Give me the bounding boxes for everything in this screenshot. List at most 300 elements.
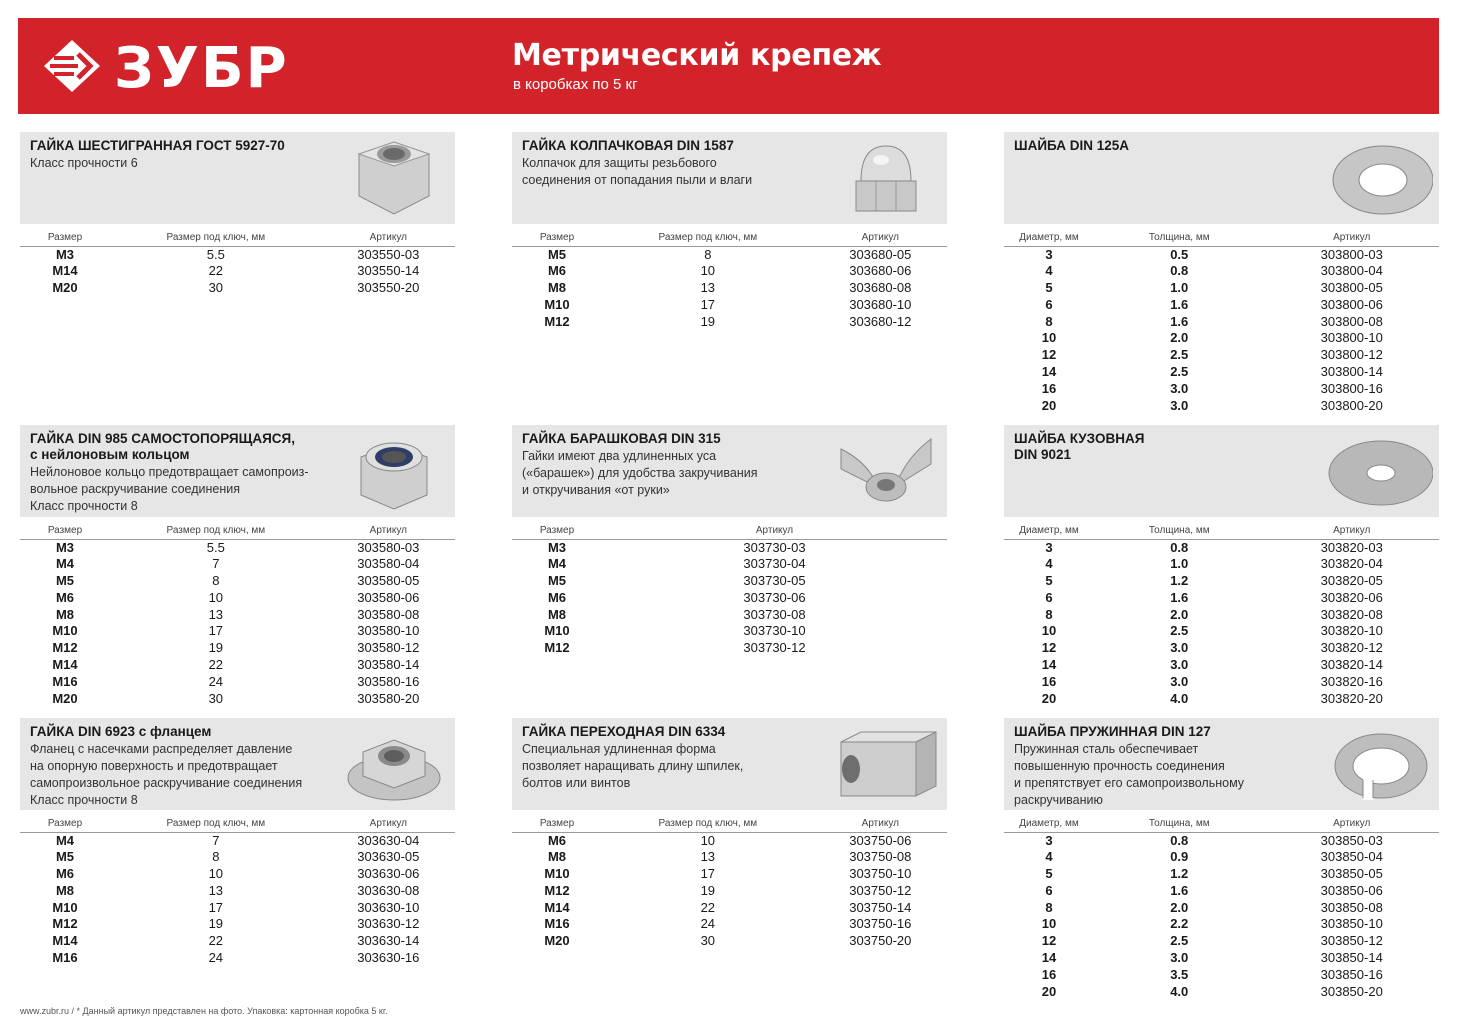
column-header: Размер под ключ, мм: [110, 224, 322, 246]
column-header: Размер: [20, 810, 110, 832]
table-cell: M14: [52, 263, 78, 279]
card-description: Фланец с насечками распределяет давление на опорную поверхность и предотвращает самопроизвольное раскручивание соединения Класс прочности 8: [30, 742, 303, 807]
table-cell: M10: [52, 623, 78, 639]
table-row: [20, 883, 455, 900]
table-cell: 6: [1045, 296, 1053, 312]
table-cell: 303820-14: [1320, 657, 1383, 673]
table-cell: 4: [1045, 556, 1053, 572]
column-header: Размер под ключ, мм: [110, 517, 322, 539]
table-cell: 30: [700, 933, 716, 949]
table-cell: 24: [700, 916, 716, 932]
table-row: [1004, 330, 1439, 347]
table-cell: 303850-05: [1320, 866, 1383, 882]
product-card-wing-nut: [512, 425, 947, 657]
table-row: [1004, 314, 1439, 331]
table-cell: 4: [1045, 263, 1053, 279]
column-header: Размер под ключ, мм: [602, 224, 814, 246]
table-cell: 8: [704, 246, 712, 262]
spec-table: [512, 810, 947, 950]
table-cell: 303800-08: [1320, 313, 1383, 329]
table-cell: 303680-12: [849, 313, 912, 329]
table-cell: 3.0: [1170, 380, 1189, 396]
table-cell: M14: [544, 899, 570, 915]
table-row: [20, 691, 455, 708]
table-cell: 303580-05: [357, 573, 420, 589]
column-header: Размер: [20, 517, 110, 539]
table-cell: 12: [1041, 933, 1057, 949]
table-cell: 6: [1045, 589, 1053, 605]
table-cell: 303750-06: [849, 832, 912, 848]
spec-table: [1004, 517, 1439, 707]
table-cell: 16: [1041, 380, 1057, 396]
table-row: [512, 916, 947, 933]
table-cell: 303580-20: [357, 690, 420, 706]
column-header: Артикул: [814, 810, 947, 832]
column-header: Диаметр, мм: [1004, 224, 1094, 246]
card-header: [512, 425, 947, 517]
table-cell: 303820-05: [1320, 573, 1383, 589]
table-cell: 3.0: [1170, 397, 1189, 413]
column-header: Диаметр, мм: [1004, 517, 1094, 539]
table-row: [20, 623, 455, 640]
card-header: [512, 718, 947, 810]
table-row: [512, 539, 947, 556]
table-row: [1004, 607, 1439, 624]
table-cell: 3.0: [1170, 950, 1189, 966]
table-cell: 10: [1041, 330, 1057, 346]
table-cell: 303580-10: [357, 623, 420, 639]
table-cell: 303630-04: [357, 832, 420, 848]
table-row: [512, 900, 947, 917]
table-row: [1004, 297, 1439, 314]
table-cell: 303850-06: [1320, 882, 1383, 898]
table-cell: 5.5: [206, 539, 225, 555]
column-header: Толщина, мм: [1094, 517, 1264, 539]
table-cell: 303800-14: [1320, 364, 1383, 380]
footer-site-link[interactable]: www.zubr.ru: [20, 1006, 70, 1016]
cap-nut-icon: [831, 136, 941, 220]
table-cell: M5: [547, 573, 567, 589]
table-row: [20, 573, 455, 590]
column-header: Размер: [512, 224, 602, 246]
table-cell: 20: [1041, 983, 1057, 999]
table-cell: 303850-14: [1320, 950, 1383, 966]
column-header: Артикул: [322, 810, 455, 832]
card-header: [1004, 132, 1439, 224]
table-row: [20, 900, 455, 917]
table-row: [20, 866, 455, 883]
card-description: Колпачок для защиты резьбового соединения от попадания пыли и влаги: [522, 156, 753, 187]
table-row: [20, 674, 455, 691]
table-cell: 303820-12: [1320, 640, 1383, 656]
table-row: [1004, 933, 1439, 950]
product-card-spring-washer: [1004, 718, 1439, 1000]
table-row: [512, 246, 947, 263]
table-cell: 10: [1041, 916, 1057, 932]
table-cell: 5: [1045, 280, 1053, 296]
card-description: Нейлоновое кольцо предотвращает самопроиз- вольное раскручивание соединения Класс прочности 8: [30, 465, 309, 513]
table-row: [512, 297, 947, 314]
table-cell: 22: [208, 933, 224, 949]
table-cell: 2.5: [1170, 364, 1189, 380]
table-row: [20, 590, 455, 607]
product-card-hex-nut: [20, 132, 455, 297]
table-cell: 10: [700, 832, 716, 848]
table-cell: 303850-12: [1320, 933, 1383, 949]
table-cell: M4: [55, 556, 75, 572]
table-row: [512, 883, 947, 900]
table-cell: 10: [208, 866, 224, 882]
nylon-lock-nut-icon: [339, 429, 449, 513]
table-cell: 303580-14: [357, 657, 420, 673]
table-cell: 2.0: [1170, 330, 1189, 346]
table-cell: 303800-06: [1320, 296, 1383, 312]
table-row: [1004, 263, 1439, 280]
spec-table: [512, 224, 947, 330]
page-subtitle: в коробках по 5 кг: [513, 76, 638, 93]
table-cell: 1.2: [1170, 866, 1189, 882]
table-cell: M8: [547, 849, 567, 865]
table-row: [20, 280, 455, 297]
table-cell: 4: [1045, 849, 1053, 865]
table-row: [1004, 849, 1439, 866]
table-cell: 303820-16: [1320, 673, 1383, 689]
card-header: [20, 425, 455, 517]
table-cell: 303680-08: [849, 280, 912, 296]
table-cell: 20: [1041, 397, 1057, 413]
table-cell: 0.9: [1170, 849, 1189, 865]
card-header: [1004, 718, 1439, 810]
table-cell: 303730-06: [743, 589, 806, 605]
table-cell: 1.6: [1170, 589, 1189, 605]
table-cell: 3.0: [1170, 640, 1189, 656]
table-cell: 303750-12: [849, 882, 912, 898]
table-row: [20, 246, 455, 263]
svg-text:ЗУБР: ЗУБР: [114, 38, 289, 94]
column-header: Толщина, мм: [1094, 810, 1264, 832]
table-cell: 7: [212, 832, 220, 848]
spec-table: [20, 810, 455, 967]
table-cell: 303630-05: [357, 849, 420, 865]
table-cell: 24: [208, 950, 224, 966]
table-cell: 0.8: [1170, 539, 1189, 555]
table-cell: 303630-10: [357, 899, 420, 915]
table-cell: 303750-08: [849, 849, 912, 865]
table-cell: 3: [1045, 539, 1053, 555]
table-cell: 2.0: [1170, 606, 1189, 622]
table-row: [1004, 691, 1439, 708]
table-cell: 303630-14: [357, 933, 420, 949]
card-description: Гайки имеют два удлиненных уса («барашек») для удобства закручивания и откручивания «от руки»: [522, 449, 758, 497]
table-cell: 5: [1045, 573, 1053, 589]
table-cell: 303850-20: [1320, 983, 1383, 999]
table-row: [1004, 916, 1439, 933]
spec-table: [20, 224, 455, 297]
table-cell: M5: [55, 849, 75, 865]
spec-table: [512, 517, 947, 657]
table-cell: 10: [208, 589, 224, 605]
product-card-flange-nut: [20, 718, 455, 967]
table-cell: 8: [212, 573, 220, 589]
table-row: [1004, 623, 1439, 640]
table-cell: M14: [52, 657, 78, 673]
table-cell: 22: [700, 899, 716, 915]
table-cell: 303550-20: [357, 280, 420, 296]
table-cell: 303630-06: [357, 866, 420, 882]
table-row: [512, 314, 947, 331]
table-cell: 3: [1045, 246, 1053, 262]
table-cell: 303850-04: [1320, 849, 1383, 865]
table-cell: 3.5: [1170, 966, 1189, 982]
table-cell: 5.5: [206, 246, 225, 262]
table-row: [1004, 280, 1439, 297]
table-row: [512, 849, 947, 866]
table-cell: 8: [1045, 313, 1053, 329]
wing-nut-icon: [831, 429, 941, 513]
table-cell: 30: [208, 280, 224, 296]
table-cell: M10: [544, 866, 570, 882]
hex-nut-icon: [339, 136, 449, 220]
table-row: [20, 849, 455, 866]
table-cell: 1.2: [1170, 573, 1189, 589]
table-cell: M12: [52, 640, 78, 656]
table-cell: M3: [547, 539, 567, 555]
column-header: Размер под ключ, мм: [602, 810, 814, 832]
table-row: [512, 607, 947, 624]
table-cell: M6: [55, 866, 75, 882]
table-row: [512, 280, 947, 297]
table-row: [20, 640, 455, 657]
table-cell: M8: [55, 606, 75, 622]
table-cell: 0.8: [1170, 263, 1189, 279]
table-cell: 303820-06: [1320, 589, 1383, 605]
table-cell: 303630-08: [357, 882, 420, 898]
table-row: [512, 263, 947, 280]
table-cell: 0.5: [1170, 246, 1189, 262]
table-cell: 303550-03: [357, 246, 420, 262]
table-row: [1004, 967, 1439, 984]
table-cell: 1.0: [1170, 556, 1189, 572]
table-cell: M12: [52, 916, 78, 932]
table-cell: 8: [1045, 899, 1053, 915]
table-cell: 303730-08: [743, 606, 806, 622]
table-cell: M12: [544, 640, 570, 656]
coupling-nut-icon: [831, 722, 941, 806]
column-header: Артикул: [1264, 810, 1439, 832]
card-title: ШАЙБА DIN 125A: [1014, 138, 1129, 153]
table-cell: M10: [52, 899, 78, 915]
table-cell: 1.6: [1170, 313, 1189, 329]
table-cell: 303820-04: [1320, 556, 1383, 572]
table-cell: 17: [700, 296, 716, 312]
table-cell: 4.0: [1170, 690, 1189, 706]
table-cell: M12: [544, 313, 570, 329]
table-cell: 303850-16: [1320, 966, 1383, 982]
table-cell: 1.0: [1170, 280, 1189, 296]
card-title: ШАЙБА КУЗОВНАЯ DIN 9021: [1014, 431, 1145, 462]
table-cell: 303730-12: [743, 640, 806, 656]
product-card-washer-125a: [1004, 132, 1439, 414]
table-cell: 303580-08: [357, 606, 420, 622]
table-cell: 303800-20: [1320, 397, 1383, 413]
table-cell: 1.6: [1170, 296, 1189, 312]
table-cell: M6: [547, 832, 567, 848]
table-cell: 303580-03: [357, 539, 420, 555]
table-row: [1004, 364, 1439, 381]
table-cell: 1.6: [1170, 882, 1189, 898]
table-row: [1004, 590, 1439, 607]
table-cell: 303680-10: [849, 296, 912, 312]
table-cell: 7: [212, 556, 220, 572]
table-cell: 303820-10: [1320, 623, 1383, 639]
table-cell: 6: [1045, 882, 1053, 898]
zubr-logo: [44, 38, 364, 94]
table-cell: 2.0: [1170, 899, 1189, 915]
table-row: [20, 916, 455, 933]
card-description: Пружинная сталь обеспечивает повышенную прочность соединения и препятствует его самопроизвольному раскручиванию: [1014, 742, 1245, 807]
table-cell: M12: [544, 882, 570, 898]
table-cell: 303800-16: [1320, 380, 1383, 396]
table-cell: 8: [212, 849, 220, 865]
table-cell: 303680-05: [849, 246, 912, 262]
table-cell: 19: [208, 916, 224, 932]
table-cell: M14: [52, 933, 78, 949]
table-cell: 24: [208, 673, 224, 689]
card-title: ГАЙКА ШЕСТИГРАННАЯ ГОСТ 5927-70: [30, 138, 285, 153]
table-cell: 13: [208, 882, 224, 898]
column-header: Артикул: [322, 224, 455, 246]
table-cell: 30: [208, 690, 224, 706]
table-cell: 303750-20: [849, 933, 912, 949]
flat-washer-icon: [1323, 136, 1433, 220]
table-cell: 303820-08: [1320, 606, 1383, 622]
table-cell: 19: [700, 313, 716, 329]
table-row: [1004, 398, 1439, 415]
table-cell: 303550-14: [357, 263, 420, 279]
flange-nut-icon: [339, 722, 449, 806]
table-cell: 14: [1041, 364, 1057, 380]
table-cell: 303750-16: [849, 916, 912, 932]
table-row: [1004, 381, 1439, 398]
table-cell: M8: [55, 882, 75, 898]
table-cell: 303800-12: [1320, 347, 1383, 363]
card-header: [512, 132, 947, 224]
table-row: [20, 950, 455, 967]
page-title: Метрический крепеж: [512, 38, 882, 73]
table-row: [1004, 640, 1439, 657]
table-cell: 303580-04: [357, 556, 420, 572]
table-row: [20, 607, 455, 624]
table-cell: 20: [1041, 690, 1057, 706]
table-row: [1004, 347, 1439, 364]
table-row: [20, 556, 455, 573]
table-cell: 19: [700, 882, 716, 898]
column-header: Размер под ключ, мм: [110, 810, 322, 832]
table-cell: 17: [208, 623, 224, 639]
table-row: [512, 933, 947, 950]
table-cell: 303730-10: [743, 623, 806, 639]
table-cell: 13: [208, 606, 224, 622]
column-header: Размер: [512, 810, 602, 832]
table-cell: 303800-10: [1320, 330, 1383, 346]
table-cell: 303580-16: [357, 673, 420, 689]
table-cell: M3: [55, 539, 75, 555]
table-row: [1004, 657, 1439, 674]
table-cell: 303850-08: [1320, 899, 1383, 915]
table-cell: 12: [1041, 640, 1057, 656]
product-card-cap-nut: [512, 132, 947, 330]
table-cell: M6: [547, 263, 567, 279]
table-cell: 303730-04: [743, 556, 806, 572]
table-cell: 3: [1045, 832, 1053, 848]
table-cell: M10: [544, 296, 570, 312]
spec-table: [1004, 224, 1439, 414]
card-title: ГАЙКА БАРАШКОВАЯ DIN 315: [522, 431, 721, 446]
table-row: [512, 556, 947, 573]
column-header: Размер: [512, 517, 602, 539]
table-cell: 2.5: [1170, 623, 1189, 639]
table-row: [512, 623, 947, 640]
product-card-coupling-nut: [512, 718, 947, 950]
table-row: [20, 933, 455, 950]
card-title: ШАЙБА ПРУЖИННАЯ DIN 127: [1014, 724, 1211, 739]
product-card-lock-nut-985: [20, 425, 455, 707]
table-cell: 17: [700, 866, 716, 882]
footer-note: / * Данный артикул представлен на фото. Упаковка: картонная коробка 5 кг.: [71, 1006, 388, 1016]
table-cell: 303850-10: [1320, 916, 1383, 932]
table-cell: 16: [1041, 966, 1057, 982]
table-cell: M16: [52, 950, 78, 966]
table-cell: 2.2: [1170, 916, 1189, 932]
table-cell: 303730-03: [743, 539, 806, 555]
spec-table: [1004, 810, 1439, 1000]
table-row: [20, 263, 455, 280]
table-row: [20, 832, 455, 849]
table-cell: 303800-05: [1320, 280, 1383, 296]
table-row: [1004, 246, 1439, 263]
table-cell: 303580-12: [357, 640, 420, 656]
table-cell: M10: [544, 623, 570, 639]
table-cell: M5: [55, 573, 75, 589]
table-cell: 22: [208, 657, 224, 673]
table-cell: 303800-04: [1320, 263, 1383, 279]
table-cell: M5: [547, 246, 567, 262]
table-cell: 4.0: [1170, 983, 1189, 999]
table-cell: 303730-05: [743, 573, 806, 589]
table-row: [512, 832, 947, 849]
table-row: [1004, 866, 1439, 883]
table-cell: M4: [55, 832, 75, 848]
card-header: [20, 132, 455, 224]
table-row: [20, 657, 455, 674]
spring-washer-icon: [1323, 722, 1433, 806]
table-cell: 303820-03: [1320, 539, 1383, 555]
table-row: [1004, 832, 1439, 849]
table-row: [1004, 950, 1439, 967]
table-cell: M20: [52, 280, 78, 296]
table-cell: 13: [700, 849, 716, 865]
card-title: ГАЙКА ПЕРЕХОДНАЯ DIN 6334: [522, 724, 726, 739]
table-cell: M8: [547, 280, 567, 296]
table-cell: 303580-06: [357, 589, 420, 605]
table-row: [512, 590, 947, 607]
column-header: Артикул: [814, 224, 947, 246]
card-header: [1004, 425, 1439, 517]
table-cell: 8: [1045, 606, 1053, 622]
product-card-body-washer: [1004, 425, 1439, 707]
column-header: Артикул: [1264, 517, 1439, 539]
table-cell: 17: [208, 899, 224, 915]
